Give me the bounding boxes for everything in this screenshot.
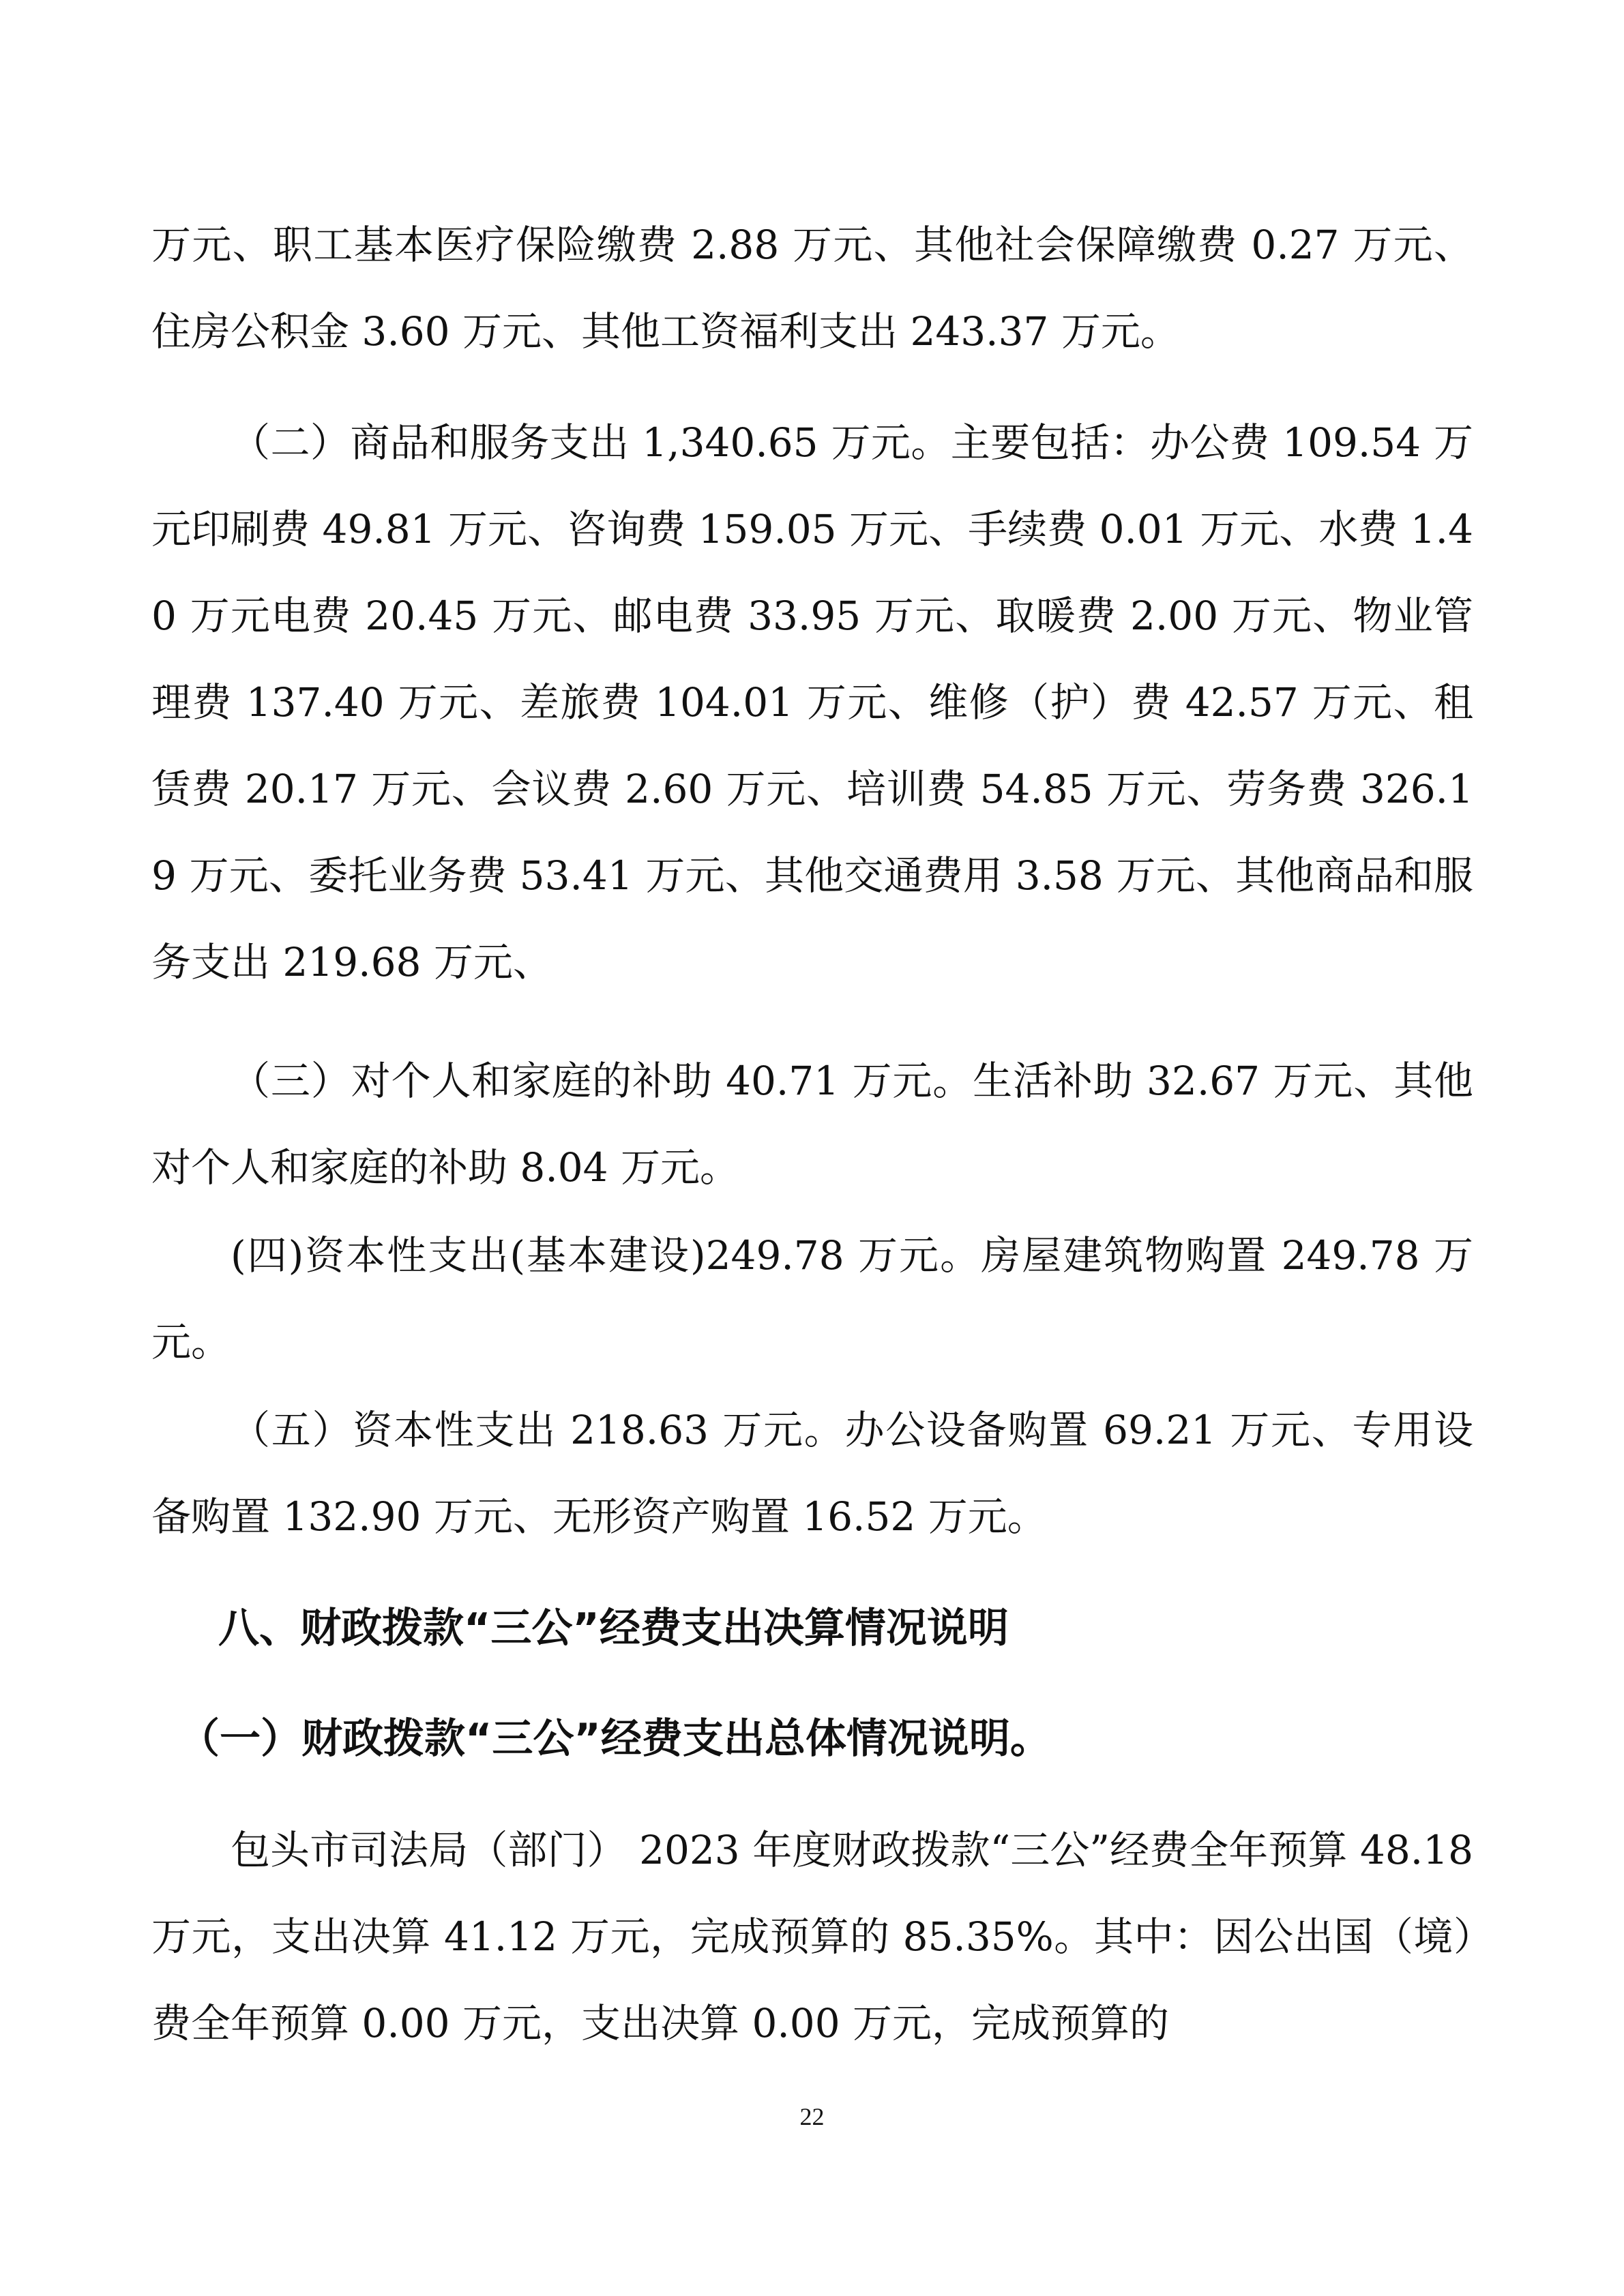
paragraph-goods-and-services: （二）商品和服务支出 1,340.65 万元。主要包括：办公费 109.54 万元印刷费 49.81 万元、咨询费 159.05 万元、手续费 0.01 万元、水费 1.40 万元电费 20.45 万元、邮电费 33.95 万元、取暖费 2.00 万元、物业管理费 137.40 万元、差旅费 104.01 万元、维修（护）费 42.57 万元、租赁费 20.17 万元、会议费 2.60 万元、培训费 54.85 万元、劳务费 326.19 万元、委托业务费 53.41 万元、其他交通费用 3.58 万元、其他商品和服务支出 219.68 万元、	[151, 419, 1473, 985]
paragraph-household-subsidies: （三）对个人和家庭的补助 40.71 万元。生活补助 32.67 万元、其他对个人和家庭的补助 8.04 万元。	[151, 1058, 1473, 1191]
paragraph-three-public-expenses: 包头市司法局（部门） 2023 年度财政拨款“三公”经费全年预算 48.18 万元，支出决算 41.12 万元，完成预算的 85.35%。其中：因公出国（境）费全年预算 0.00 万元，支出决算 0.00 万元，完成预算的	[151, 1827, 1473, 2046]
section-heading: 八、财政拨款“三公”经费支出决算情况说明	[218, 1605, 1009, 1652]
paragraph-capital-expenditure: （五）资本性支出 218.63 万元。办公设备购置 69.21 万元、专用设备购置 132.90 万元、无形资产购置 16.52 万元。	[151, 1407, 1473, 1540]
page-number: 22	[799, 2103, 825, 2130]
paragraph-continuation: 万元、职工基本医疗保险缴费 2.88 万元、其他社会保障缴费 0.27 万元、住房公积金 3.60 万元、其他工资福利支出 243.37 万元。	[151, 222, 1473, 355]
paragraph-capital-construction: (四)资本性支出(基本建设)249.78 万元。房屋建筑物购置 249.78 万元。	[151, 1232, 1473, 1365]
subsection-heading: （一）财政拨款“三公”经费支出总体情况说明。	[179, 1715, 1051, 1763]
